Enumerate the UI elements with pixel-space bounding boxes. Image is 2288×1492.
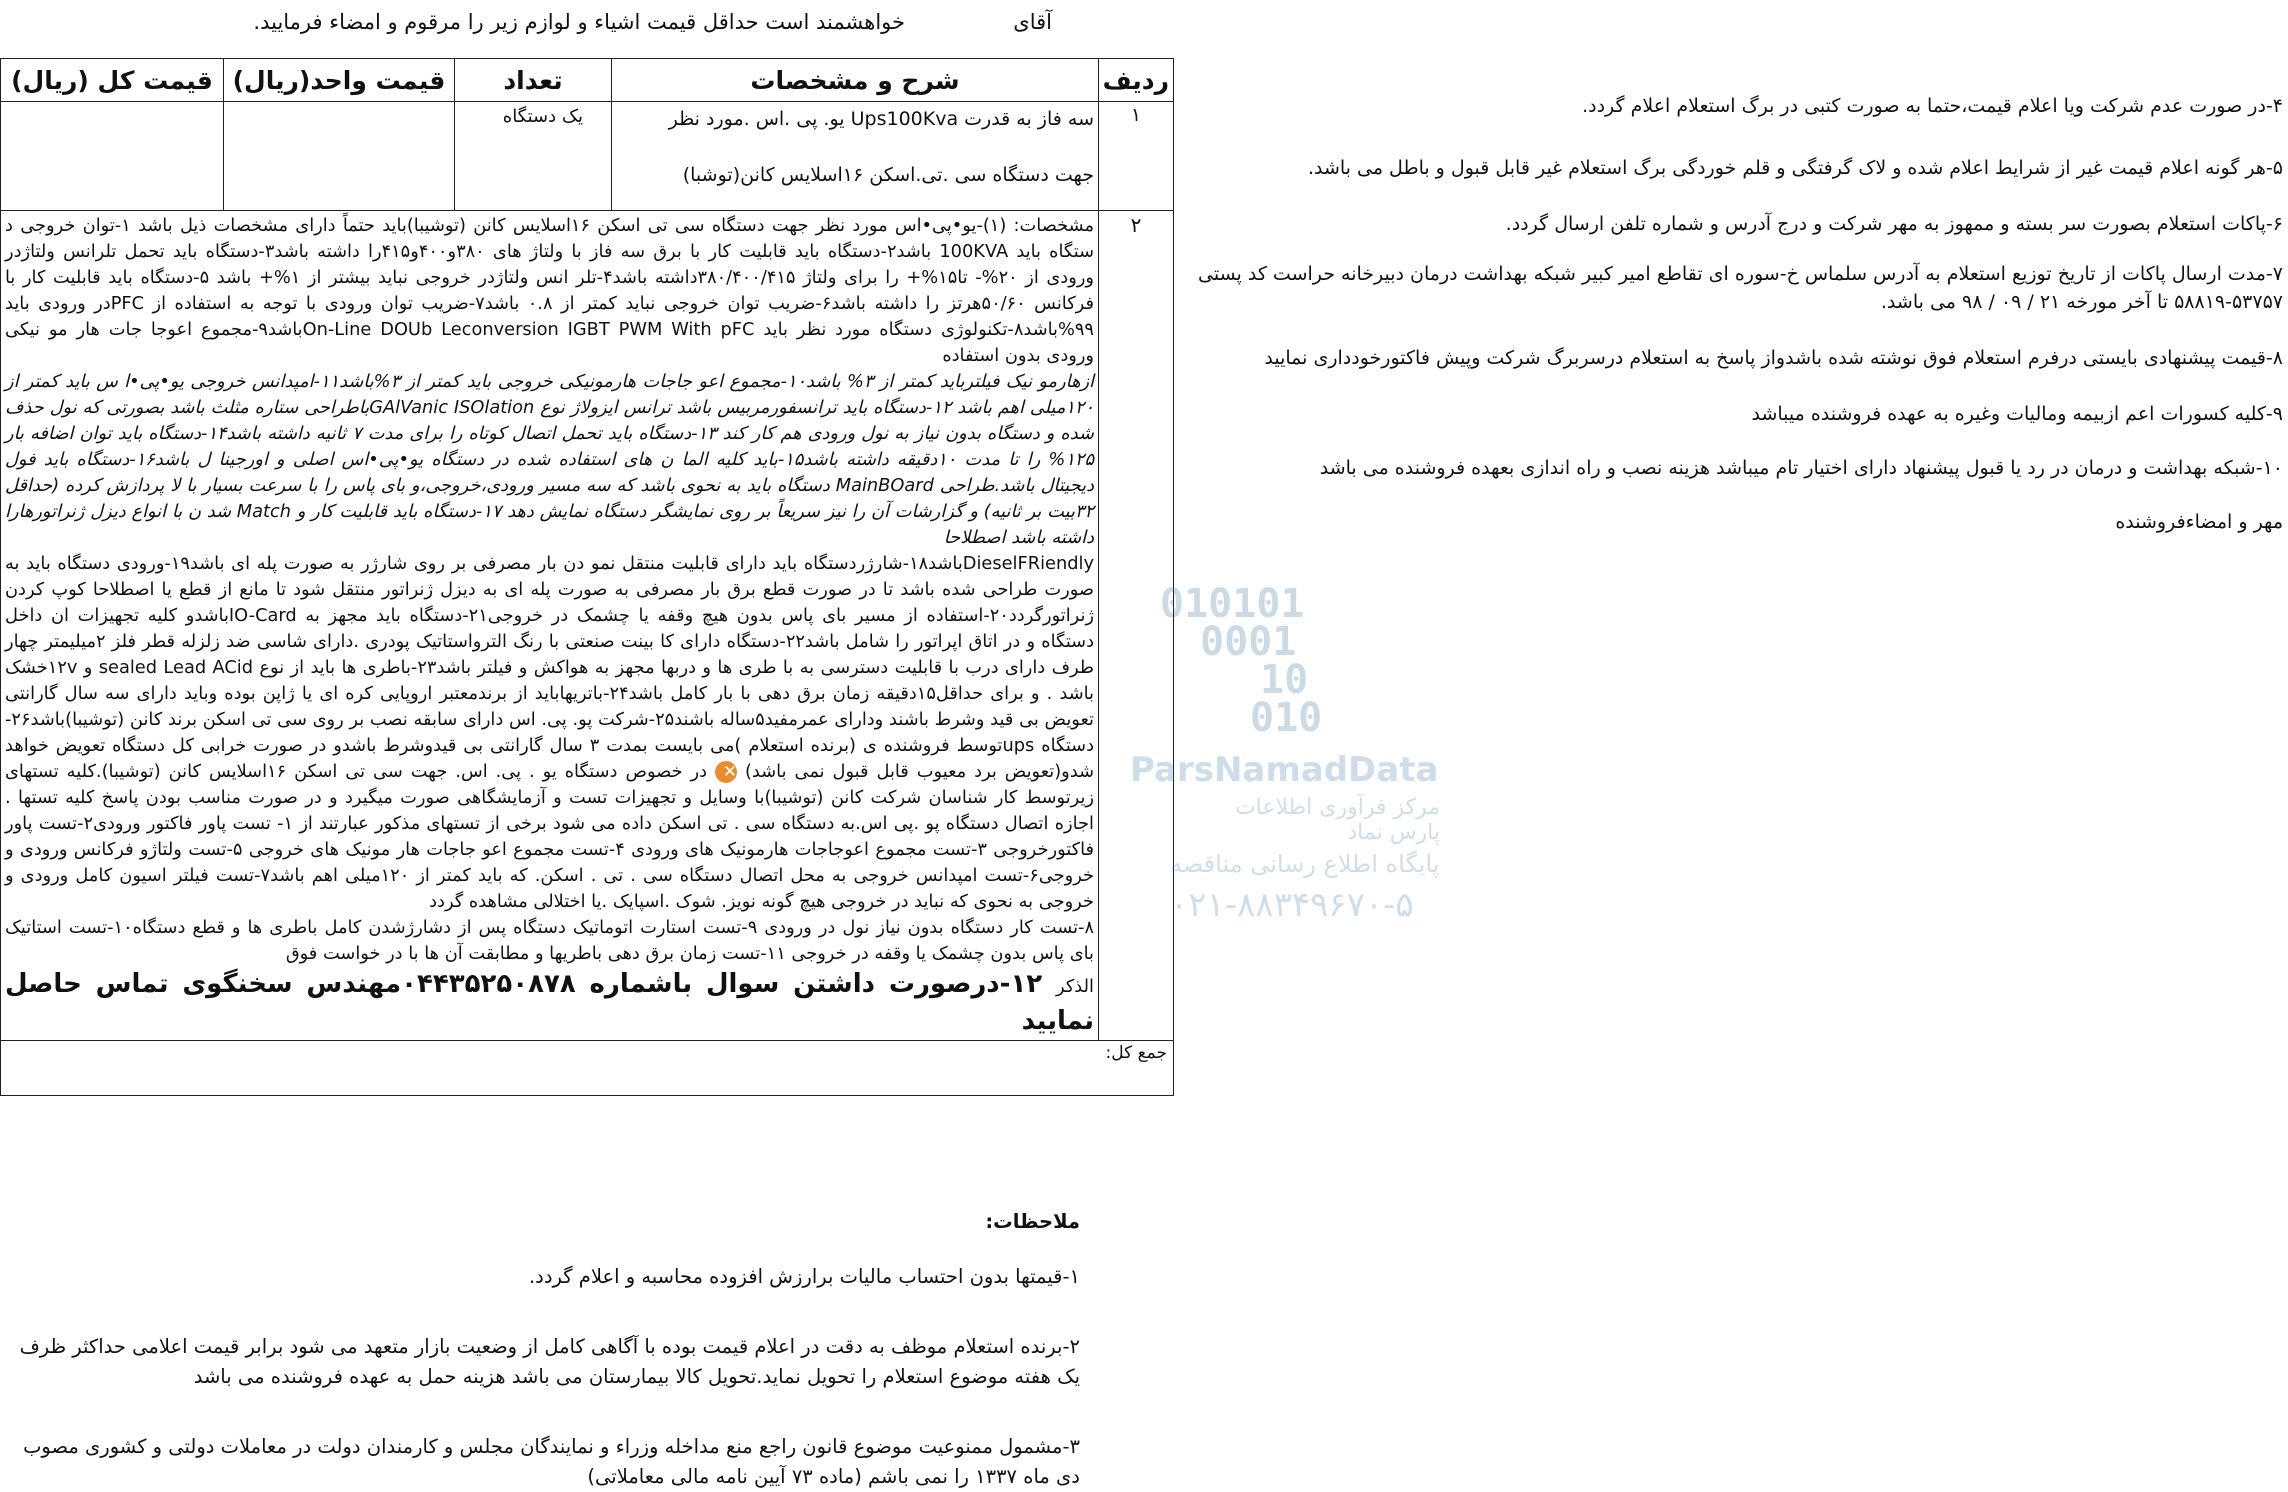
greeting-line xyxy=(0,8,1140,42)
contact-line xyxy=(5,967,1094,1038)
grand-total-cell[interactable] xyxy=(1,1041,1174,1096)
note-item: ۱-قیمتها بدون احتساب مالیات برارزش افزوده محاسبه و اعلام گردد. xyxy=(528,1265,1080,1288)
quote-table xyxy=(0,58,1174,1096)
notes-title: ملاحظات: xyxy=(985,1210,1080,1233)
watermark-logo xyxy=(1130,581,1440,925)
condition-item: ۵-هر گونه اعلام قیمت غیر از شرایط اعلام شده و لاک گرفتگی و قلم خوردگی برگ استعلام غیر قابل قبول و باطل می باشد. xyxy=(1307,157,2283,179)
condition-item: ۱۰-شبکه بهداشت و درمان در رد یا قبول پیشنهاد دارای اختیار تام میباشد هزینه نصب و راه اندازی بعهده فروشنده می باشد xyxy=(1319,457,2283,479)
condition-item: ۹-کلیه کسورات اعم ازبیمه ومالیات وغیره به عهده فروشنده میباشد xyxy=(1751,403,2283,425)
x-circle-icon: ✕ xyxy=(715,761,737,783)
row-total-price[interactable] xyxy=(1,102,224,211)
condition-item: ۴-در صورت عدم شرکت ویا اعلام قیمت،حتما به صورت کتبی در برگ استعلام اعلام گردد. xyxy=(1582,95,2283,117)
table-header-row xyxy=(1,59,1174,102)
header-quantity: تعداد xyxy=(455,59,612,102)
watermark-digits xyxy=(1160,581,1323,741)
seller-signature-label: مهر و امضاءفروشنده xyxy=(2115,511,2283,533)
table-total-row xyxy=(1,1041,1174,1096)
header-description: شرح و مشخصات xyxy=(612,59,1099,102)
note-item: ۲-برنده استعلام موظف به دقت در اعلام قیمت بوده با آگاهی کامل از وضعیت بازار متعهد می شود برابر قیمت اعلامی حداکثر ظرف یک هفته موضوع استعلام را تحویل نماید.تحویل کالا بیمارستان می باشد هزینه حمل به عهده فروشنده می باشد xyxy=(19,1335,1080,1388)
spec-paragraph: ۸-تست کار دستگاه بدون نیاز نول در ورودی ۹-تست استارت اتوماتیک دستگاه پس از دشارژشدن کامل باطری ها و قطع دستگاه۱۰-تست استاتیک بای پاس بدون چشمک یا وقفه در خروجی ۱۱-تست زمان برق دهی باطریها و مطابقت آن ها با در خواست فوق xyxy=(5,917,1094,964)
contact-text: ۱۲-درصورت داشتن سوال باشماره ۰۴۴۳۵۲۵۰۸۷۸مهندس سخنگوی تماس حاصل نمایید xyxy=(5,969,1094,1036)
row-description-line: جهت دستگاه سی .تی.اسکن ۱۶اسلایس کانن(توشبا) xyxy=(682,164,1094,186)
watermark-line: پایگاه اطلاع رسانی مناقصه xyxy=(1170,850,1440,878)
spec-text: DieselFRiendlyباشد۱۸-شارژردستگاه باید دارای قابلیت منتقل نمو دن بار مصرفی بر روی شارژر به صورت پله ای باشد۱۹-ورودی دستگاه باید به صورت طراحی شده باشد تا در صورت قطع برق بار مصرفی به صورت پله ای به دیزل ژنراتور منتقل شود تا مانع از قطع یا اصطلاحا کوپ کردن ژنراتورگردد۲۰-استفاده از مسیر بای پاس بدون هیچ وقفه یا چشمک در خروجی۲۱-دستگاه باید مجهز به IO-Cardباشدو کلیه تجهیزات ان داخل دستگاه و در اتاق اپراتور را شامل باشد۲۲-دستگاه دارای کا بینت صنعتی با رنگ الترواستاتیک پودری .دارای شاسی ضد زلزله قطر فلز ۲میلیمتر چهار طرف دارای درب با قابلیت دسترسی به با طری ها و دربها مجهز به هواکش و فیلتر باشد۲۳-باطری ها باید از نوع sealed Lead ACid و ۱۲vخشک باشد . و برای حداقل۱۵دقیقه زمان برق دهی با بار کامل باشد۲۴-باتریهاباید از برندمعتبر اروپایی کره ای یا ژاپن بوده وباید دارای سه سال گارانتی تعویض بی قید وشرط باشند ودارای عمرمفید۵ساله باشند۲۵-شرکت پو. پی. اس دارای سابقه نصب بر روی سی تی اسکن برند کانن (توشیبا)باشد۲۶-دستگاه upsتوسط فروشنده ی (برنده استعلام )می بایست بمدت ۳ سال گارانتی بی قیدوشرط باشدو در صورت خرابی کل دستگاه تعویض خواهد شدو(تعویض برد معیوب قابل قبول نمی باشد) xyxy=(5,553,1095,782)
contact-prefix: الذکر xyxy=(1056,976,1094,997)
table-row xyxy=(1,102,1174,211)
condition-item: ۸-قیمت پیشنهادی بایستی درفرم استعلام فوق نوشته شده باشدواز پاسخ به استعلام درسربرگ شرکت وپیش فاکتورخودداری نمایید xyxy=(1264,347,2283,369)
row-unit-price[interactable] xyxy=(224,102,455,211)
watermark-brand: ParsNamadData xyxy=(1130,750,1439,790)
watermark-phone: ۰۲۱-۸۸۳۴۹۶۷۰-۵ xyxy=(1170,885,1414,925)
row-number: ۲ xyxy=(1099,211,1174,1041)
row-number: ۱ xyxy=(1099,102,1174,211)
quantity-text: یک دستگاه xyxy=(502,106,583,127)
watermark-digit-line: 010101 xyxy=(1160,581,1305,627)
request-text: خواهشمند است حداقل قیمت اشیاء و لوازم زیر را مرقوم و امضاء فرمایید. xyxy=(253,10,905,34)
spec-paragraph xyxy=(5,551,1094,915)
watermark-digit-line: 010 xyxy=(1250,695,1323,741)
row-description xyxy=(612,102,1099,211)
table-row xyxy=(1,211,1174,1041)
row-quantity xyxy=(455,102,612,211)
watermark-line: مرکز فرآوری اطلاعات پارس نماد xyxy=(1234,795,1440,845)
header-unit-price: قیمت واحد(ریال) xyxy=(224,59,455,102)
condition-item: ۶-پاکات استعلام بصورت سر بسته و ممهوز به مهر شرکت و درج آدرس و شماره تلفن ارسال گردد. xyxy=(1505,213,2283,235)
spec-paragraph: مشخصات: (۱)-یو•پی•اس مورد نظر جهت دستگاه سی تی اسکن ۱۶اسلایس کانن (توشیبا)باید حتماً دارای مشخصات ذیل باشد ۱-توان خروجی د ستگاه باید 100KVA باشد۲-دستگاه باید قابلیت کار با برق سه فاز با ولتاژ های ۳۸۰و۴۰۰و۴۱۵را داشته باشد۳-دستگاه باید تحمل تلرانس ولتاژدر ورودی از ۲۰%- تا۱۵%+ را برای ولتاژ ۳۸۰/۴۰۰/۴۱۵داشته باشد۴-تلر انس ولتاژدر خروجی نباید بیشتر از ۱%+ باشد ۵-دستگاه باید قابلیت کار با فرکانس ۵۰/۶۰هرتز را داشته باشد۶-ضریب توان خروجی نباید کمتر از ۰.۸ باشد۷-ضریب توان ورودی با توجه به استفاده از PFCدر ورودی باید ۹۹%باشد۸-تکنولوژی دستگاه مورد نظر باید On-Line DOUb Leconversion IGBT PWM With pFCباشد۹-مجموع اعوجا جات هار مو نیکی ورودی بدون استفاده xyxy=(5,215,1094,366)
spec-cell xyxy=(1,211,1099,1041)
note-item: ۳-مشمول ممنوعیت موضوع قانون راجع منع مداخله وزراء و نمایندگان مجلس و کارمندان دولت در معاملات دولتی و کشوری مصوب دی ماه ۱۳۳۷ را نمی باشم (ماده ۷۳ آیین نامه مالی معاملاتی) xyxy=(23,1435,1080,1488)
grand-total-label: جمع کل: xyxy=(1105,1043,1167,1063)
header-total-price: قیمت کل (ریال) xyxy=(1,59,224,102)
watermark-digit-line: 0001 xyxy=(1200,619,1297,665)
header-row-number: ردیف xyxy=(1099,59,1174,102)
row-description-line: سه فاز به قدرت Ups100Kva یو. پی .اس .مورد نظر xyxy=(668,108,1094,130)
salutation: آقای xyxy=(1013,10,1052,34)
watermark-digit-line: 10 xyxy=(1260,657,1309,703)
spec-text: در خصوص دستگاه یو . پی. اس. جهت سی تی اسکن ۱۶اسلایس کانن (توشیبا).کلیه تستهای زیرتوسط کار شناسان شرکت کانن (توشیبا)با وسایل و تجهیزات تست و آزمایشگاهی صورت میگیرد و در صورت مناسب بودن پاسخ کلیه تستها . اجازه اتصال دستگاه پو .پی اس.به دستگاه سی . تی اسکن داده می شود برخی از تستهای مذکور عبارتند از ۱- تست پاور فاکتور ورودی۲-تست پاور فاکتورخروجی ۳-تست مجموع اعوجاجات هارمونیک های ورودی ۴-تست مجموع اعو جاجات هار مونیک های خروجی ۵-تست ولتاژو فرکانس ورودی و خروجی۶-تست امپدانس خروجی به محل اتصال دستگاه سی . تی . اسکن. که باید کمتر از ۱۲۰میلی اهم باشد۷-تست فیلتر اسیون کامل ورودی و خروجی به نحوی که نباید در خروجی هیچ گونه نویز. شوک .اسپایک .یا اختلالی مشاهده گردد xyxy=(5,761,1095,912)
spec-paragraph: ازهارمو نیک فیلترباید کمتر از ۳% باشد۱۰-مجموع اعو جاجات هارمونیکی خروجی باید کمتر از ۳%باشد۱۱-امپدانس خروجی یو•پی•ا س باید کمتر از ۱۲۰میلی اهم باشد ۱۲-دستگاه باید ترانسفورمربیس باشد ترانس ایزولاژ نوع GAlVanic ISOlationباطراحی ستاره مثلث باشد بصورتی که نول حذف شده و دستگاه بدون نیاز به نول ورودی هم کار کند ۱۳-دستگاه باید تحمل اتصال کوتاه را برای مدت ۷ ثانیه داشته باشد۱۴-دستگاه باید توان اضافه بار ۱۲۵% را تا مدت ۱۰دقیقه داشته باشد۱۵-باید کلیه الما ن های استفاده شده در دستگاه یو•پی•اس اصلی و اورجینا ل باشد۱۶-دستگاه باید فول دیجیتال باشد.طراحی MainBOard دستگاه باید به نحوی باشد که سه مسیر ورودی،خروجی،و بای پاس را با سرعت بسیار با لا پردازش کرده (حداقل ۳۲بیت بر ثانیه) و گزارشات آن را نیز سریعاً بر روی نمایشگر دستگاه نمایش دهد ۱۷-دستگاه باید قابلیت کار و Match شد ن با انواع دیزل ژنراتورهارا داشته باشد اصطلاحا xyxy=(5,371,1095,548)
condition-item: ۷-مدت ارسال پاکات از تاریخ توزیع استعلام به آدرس سلماس خ-سوره ای تقاطع امیر کبیر شبکه بهداشت درمان دبیرخانه حراست کد پستی ۵۳۷۵۷-۵۸۸۱۹ تا آخر مورخه ۲۱ / ۰۹ / ۹۸ می باشد. xyxy=(1198,263,2283,313)
